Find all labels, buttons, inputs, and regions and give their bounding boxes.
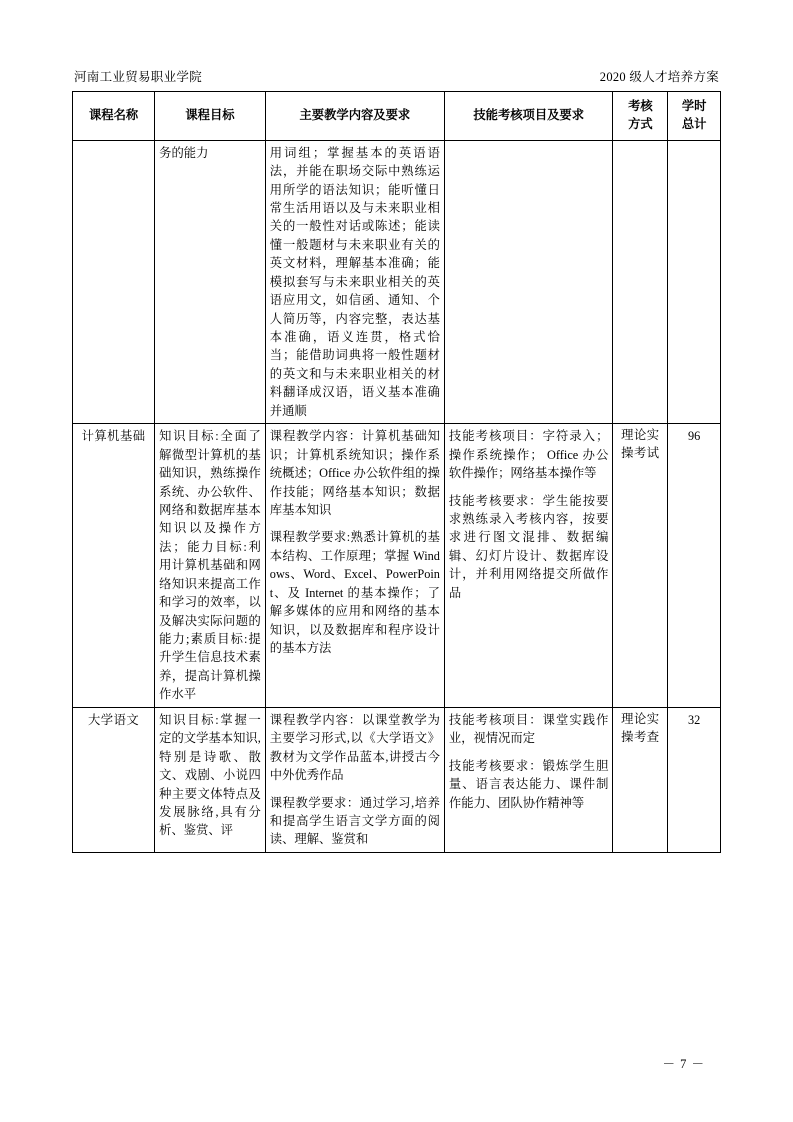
teaching-content-paragraph: 课程教学内容：计算机基础知识；计算机系统知识；操作系统概述；Office 办公软件组的操作技能；网络基本知识；数据库基本知识 — [269, 429, 440, 517]
cell-course-goal: 知识目标:全面了解微型计算机的基础知识，熟练操作系统、办公软件、网络和数据库基本知识以及操作方法；能力目标:利用计算机基础和网络知识来提高工作和学习的效率，以及解决实际问题的能力;素质目标:提升学生信息技术素养，提高计算机操作水平 — [155, 424, 266, 708]
page-footer — [0, 1054, 793, 1072]
teaching-content-paragraph: 课程教学内容：以课堂教学为主要学习形式,以《大学语文》教材为文学作品蓝本,讲授古今中外优秀作品 — [269, 712, 440, 783]
cell-total-hours: 32 — [668, 707, 721, 852]
column-header-skill-assessment: 技能考核项目及要求 — [444, 92, 613, 141]
table-row — [73, 707, 721, 852]
cell-assessment-method: 理论实操考查 — [613, 707, 668, 852]
total-hours-line2: 总计 — [681, 116, 707, 131]
cell-teaching-content — [265, 424, 444, 708]
table-row — [73, 140, 721, 424]
cell-total-hours: 96 — [668, 424, 721, 708]
cell-teaching-content — [265, 707, 444, 852]
cell-teaching-content: 用词组；掌握基本的英语语法，并能在职场交际中熟练运用所学的语法知识；能听懂日常生活用语以及与未来职业相关的一般性对话或陈述；能读懂一般题材与未来职业有关的英文材料，理解基本准确；能模拟套写与未来职业相关的英语应用文，如信函、通知、个人简历等，内容完整，表达基本准确，语义连贯，格式恰当；能借助词典将一般性题材的英文和与未来职业相关的材料翻译成汉语，语义基本准确并通顺 — [265, 140, 444, 424]
page-number: － 7 － — [662, 1057, 705, 1071]
header-document-title: 2020 级人才培养方案 — [599, 70, 719, 84]
cell-skill-assessment — [444, 140, 613, 424]
skill-requirement-paragraph: 技能考核要求：锻炼学生胆量、语言表达能力、课件制作能力、团队协作精神等 — [448, 758, 609, 810]
teaching-requirement-paragraph: 课程教学要求:熟悉计算机的基本结构、工作原理；掌握 Windows、Word、Excel、PowerPoint、及 Internet 的基本操作；了解多媒体的应用和网络的基本知识，以及数据库和程序设计的基本方法 — [269, 530, 440, 656]
page-header — [72, 70, 721, 91]
column-header-course-goal: 课程目标 — [155, 92, 266, 141]
column-header-total-hours — [668, 92, 721, 141]
cell-total-hours — [668, 140, 721, 424]
cell-course-name: 大学语文 — [73, 707, 155, 852]
course-syllabus-table — [72, 91, 721, 853]
cell-course-name — [73, 140, 155, 424]
cell-course-name: 计算机基础 — [73, 424, 155, 708]
teaching-requirement-paragraph: 课程教学要求：通过学习,培养和提高学生语言文学方面的阅读、理解、鉴赏和 — [269, 795, 440, 847]
table-header-row — [73, 92, 721, 141]
column-header-teaching-content: 主要教学内容及要求 — [265, 92, 444, 141]
skill-requirement-paragraph: 技能考核要求：学生能按要求熟练录入考核内容，按要求进行图文混排、数据编辑、幻灯片设计、数据库设计，并利用网络提交所做作品 — [448, 493, 609, 600]
cell-course-goal: 知识目标:掌握一定的文学基本知识,特别是诗歌、散文、戏剧、小说四种主要文体特点及发展脉络,具有分析、鉴赏、评 — [155, 707, 266, 852]
cell-assessment-method: 理论实操考试 — [613, 424, 668, 708]
column-header-course-name: 课程名称 — [73, 92, 155, 141]
cell-assessment-method — [613, 140, 668, 424]
column-header-assessment-method — [613, 92, 668, 141]
assessment-method-line2: 方式 — [628, 116, 653, 131]
table-row — [73, 424, 721, 708]
skill-item-paragraph: 技能考核项目：课堂实践作业，视情况而定 — [448, 712, 609, 746]
skill-item-paragraph: 技能考核项目：字符录入； 操作系统操作； Office 办公软件操作；网络基本操作等 — [448, 429, 609, 481]
total-hours-line1: 学时 — [681, 99, 707, 113]
cell-skill-assessment — [444, 707, 613, 852]
cell-course-goal: 务的能力 — [155, 140, 266, 424]
cell-skill-assessment — [444, 424, 613, 708]
assessment-method-line1: 考核 — [628, 99, 653, 113]
header-institution: 河南工业贸易职业学院 — [74, 70, 203, 84]
